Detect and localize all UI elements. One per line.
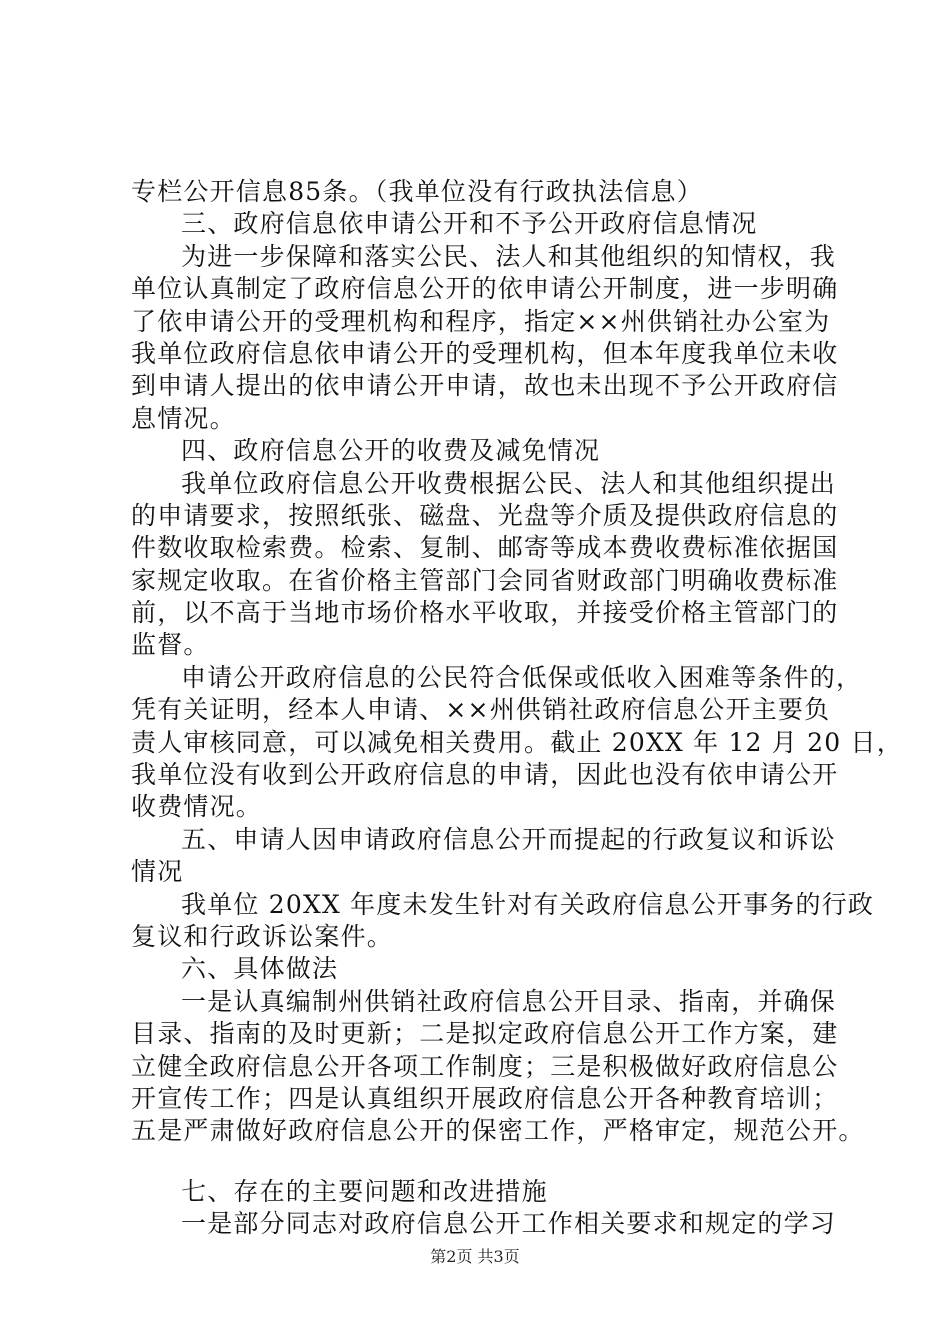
text-line: 凭有关证明，经本人申请、××州供销社政府信息公开主要负 xyxy=(131,695,831,725)
text-line: 立健全政府信息公开各项工作制度；三是积极做好政府信息公 xyxy=(131,1051,839,1081)
text-line: 我单位没有收到公开政府信息的申请，因此也没有依申请公开 xyxy=(131,760,839,790)
text-line: 我单位 20XX 年度未发生针对有关政府信息公开事务的行政 xyxy=(181,889,875,919)
text-line: 家规定收取。在省价格主管部门会同省财政部门明确收费标准 xyxy=(131,565,839,595)
text-line: 的申请要求，按照纸张、磁盘、光盘等介质及提供政府信息的 xyxy=(131,500,839,530)
text-line: 申请公开政府信息的公民符合低保或低收入困难等条件的， xyxy=(181,662,863,692)
section-heading-6: 六、具体做法 xyxy=(181,954,339,984)
text-line: 我单位政府信息公开收费根据公民、法人和其他组织提出 xyxy=(181,468,837,498)
text-line: 件数收取检索费。检索、复制、邮寄等成本费收费标准依据国 xyxy=(131,533,839,563)
text-line: 五是严肃做好政府信息公开的保密工作，严格审定，规范公开。 xyxy=(131,1116,865,1146)
text-line: 复议和行政诉讼案件。 xyxy=(131,921,394,951)
text-line: 情况 xyxy=(131,857,184,887)
document-body xyxy=(131,176,903,1241)
text-line: 目录、指南的及时更新；二是拟定政府信息公开工作方案，建 xyxy=(131,1019,839,1049)
section-heading-7: 七、存在的主要问题和改进措施 xyxy=(181,1176,548,1206)
section-heading-4: 四、政府信息公开的收费及减免情况 xyxy=(181,436,601,466)
text-line: 我单位政府信息依申请公开的受理机构，但本年度我单位未收 xyxy=(131,338,839,368)
text-line: 一是认真编制州供销社政府信息公开目录、指南，并确保 xyxy=(181,986,837,1016)
text-line: 前，以不高于当地市场价格水平收取，并接受价格主管部门的 xyxy=(131,598,839,628)
text-line: 一是部分同志对政府信息公开工作相关要求和规定的学习 xyxy=(181,1209,837,1239)
text-line: 了依申请公开的受理机构和程序，指定××州供销社办公室为 xyxy=(131,306,831,336)
text-line: 专栏公开信息85条。（我单位没有行政执法信息） xyxy=(131,177,703,206)
text-line: 责人审核同意，可以减免相关费用。截止 20XX 年 12 月 20 日， xyxy=(131,727,903,757)
section-heading-3: 三、政府信息依申请公开和不予公开政府信息情况 xyxy=(181,209,758,239)
text-line: 收费情况。 xyxy=(131,792,263,822)
text-line: 单位认真制定了政府信息公开的依申请公开制度，进一步明确 xyxy=(131,274,839,304)
paragraph-gap xyxy=(131,1148,851,1176)
text-line: 监督。 xyxy=(131,630,210,660)
section-heading-5: 五、申请人因申请政府信息公开而提起的行政复议和诉讼 xyxy=(181,824,837,854)
text-line: 到申请人提出的依申请公开申请，故也未出现不予公开政府信 xyxy=(131,371,839,401)
text-line: 息情况。 xyxy=(131,403,236,433)
text-line: 为进一步保障和落实公民、法人和其他组织的知情权，我 xyxy=(181,241,837,271)
page-number-footer: 第2页 共3页 xyxy=(430,1247,520,1266)
text-line: 开宣传工作；四是认真组织开展政府信息公开各种教育培训； xyxy=(131,1083,839,1113)
